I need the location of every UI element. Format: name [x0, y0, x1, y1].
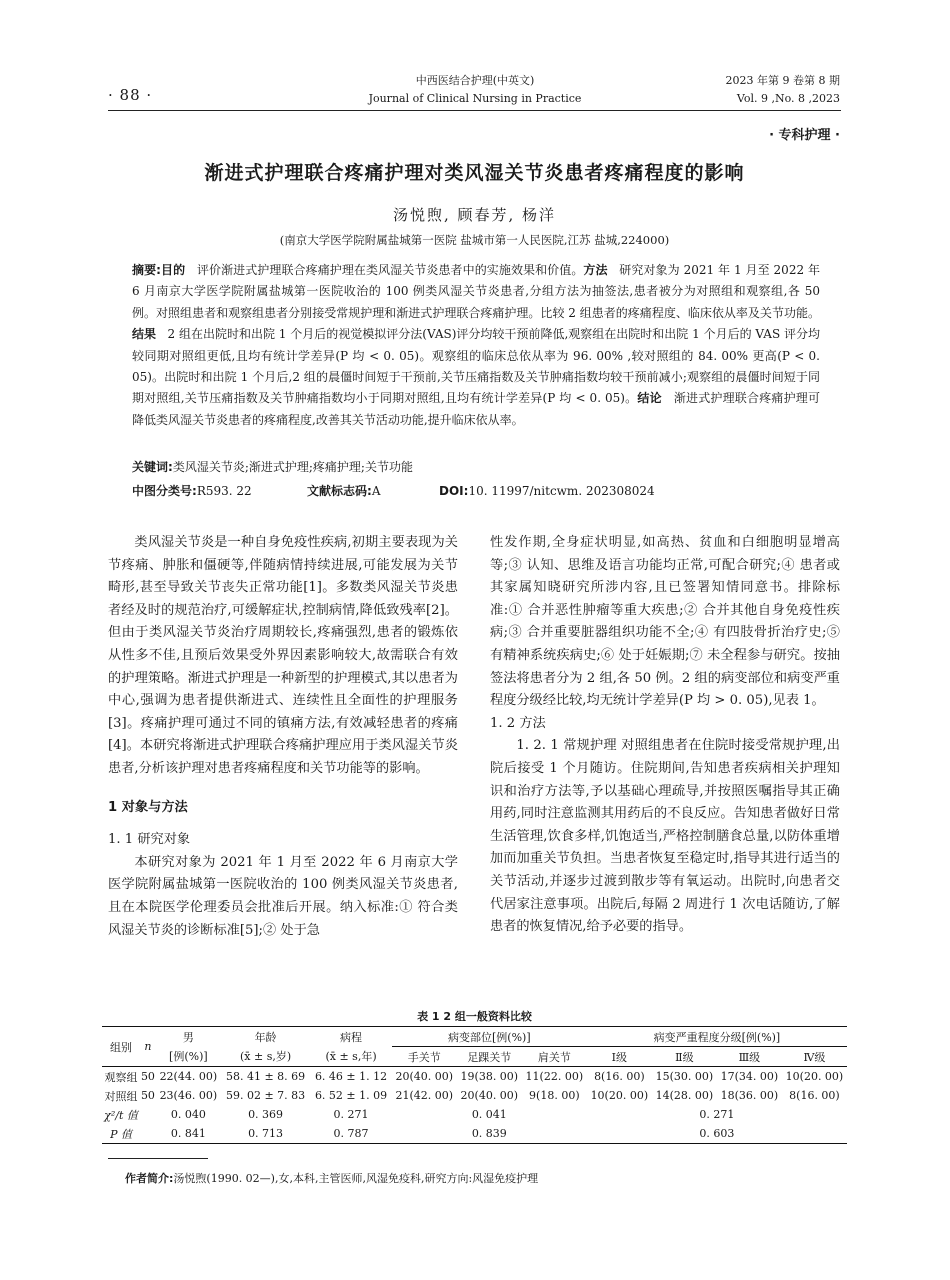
- intro-paragraph: 类风湿关节炎是一种自身免疫性疾病,初期主要表现为关节疼痛、肿胀和僵硬等,伴随病情持续进展,可能发展为关节畸形,甚至导致关节丧失正常功能[1]。多数类风湿关节炎患者经及时的规范治疗,可缓解症状,控制病情,降低致残率[2]。但由于类风湿关节炎治疗周期较长,疼痛强烈,患者的锻炼依从性多不佳,且预后效果受外界因素影响较大,故需联合有效的护理策略。渐进式护理是一种新型的护理模式,其以患者为中心,强调为患者提供渐进式、连续性且全面性的护理服务[3]。疼痛护理可通过不同的镇痛方法,有效减轻患者的疼痛[4]。本研究将渐进式护理联合疼痛护理应用于类风湿关节炎患者,分析该护理对患者疼痛程度和关节功能等的影响。: [108, 535, 458, 776]
- table-cell: 0. 271: [333, 1108, 369, 1121]
- empty-cell: [140, 1105, 156, 1124]
- doc-code: A: [371, 484, 381, 498]
- author-note-label: 作者简介:: [125, 1172, 174, 1185]
- general-data-table: [102, 1026, 847, 1144]
- table-cell: 50: [140, 1089, 155, 1102]
- table-cell: 9(18. 00): [529, 1089, 580, 1102]
- table-cell: 6. 52 ± 1. 09: [314, 1089, 388, 1102]
- author-note-text: 汤悦煦(1990. 02—),女,本科,主管医师,风湿免疫科,研究方向:风湿免疫护理: [173, 1172, 539, 1185]
- col-header-course-unit: (x̄ ± s,年): [310, 1047, 392, 1067]
- results-label: 结果: [132, 327, 157, 342]
- p-label: P 值: [102, 1124, 140, 1144]
- doi-label: DOI:: [439, 484, 469, 498]
- criteria-paragraph: 性发作期,全身症状明显,如高热、贫血和白细胞明显增高等;③ 认知、思维及语言功能均正常,可配合研究;④ 患者或其家属知晓研究所涉内容,且已签署知情同意书。排除标准:① 合并恶性肿瘤等重大疾患;② 合并其他自身免疫性疾病;③ 合并重要脏器组织功能不全;④ 有四肢骨折治疗史;⑤ 有精神系统疾病史;⑥ 处于妊娠期;⑦ 未全程参与研究。按抽签法将患者分为 2 组,各 50 例。2 组的病变部位和病变严重程度分级经比较,均无统计学差异(P 均 > 0. 05),见表 1。: [490, 535, 840, 709]
- table-cell: 6. 46 ± 1. 12: [314, 1070, 388, 1083]
- methods-label: 方法: [583, 263, 608, 277]
- table-cell: 17(34. 00): [720, 1070, 779, 1083]
- header-rule: [108, 110, 841, 111]
- doi: 10. 11997/nitcwm. 202308024: [468, 484, 655, 498]
- table-cell: 0. 839: [392, 1124, 587, 1144]
- doc-code-label: 文献标志码:: [307, 484, 372, 498]
- journal-title-cn: 中西医结合护理(中英文): [415, 74, 535, 87]
- authors: 汤悦煦, 顾春芳, 杨洋: [392, 206, 557, 224]
- section-heading-1-2: 1. 2 方法: [490, 715, 546, 731]
- table-cell: 10(20. 00): [590, 1089, 649, 1102]
- results-text: 2 组在出院时和出院 1 个月后的视觉模拟评分法(VAS)评分均较干预前降低,观察组在出院时和出院 1 个月后的 VAS 评分均较同期对照组更低,且均有统计学差异(P 均 < 0. 05)。观察组的临床总依从率为 96. 00% ,较对照组的 84. 00% 更高(P < 0. 05)。出院时和出院 1 个月后,2 组的晨僵时间短于干预前,关节压痛指数及关节肿痛指数均较干预前减小;观察组的晨僵时间短于同期对照组,关节压痛指数及关节肿痛指数均小于同期对照组,且均有统计学差异(P 均 < 0. 05)。: [132, 327, 820, 406]
- table-row-stat: [102, 1105, 847, 1124]
- col-header-course: 病程: [310, 1027, 392, 1047]
- table-cell: 0. 040: [170, 1108, 206, 1121]
- table-cell: 11(22. 00): [525, 1070, 584, 1083]
- table-cell: 10(20. 00): [785, 1070, 844, 1083]
- col-header-grade-3: Ⅲ级: [717, 1047, 782, 1067]
- col-header-site-shoulder: 肩关节: [522, 1047, 587, 1067]
- col-header-age-unit: (x̄ ± s,岁): [221, 1047, 310, 1067]
- table-row-p: [102, 1124, 847, 1144]
- col-header-site: 病变部位[例(%)]: [392, 1027, 587, 1047]
- col-header-severity: 病变严重程度分级[例(%)]: [587, 1027, 847, 1047]
- table-cell: 15(30. 00): [655, 1070, 714, 1083]
- body-right-column: [490, 532, 840, 939]
- stat-label: χ²/t 值: [104, 1108, 138, 1122]
- table-cell: 对照组: [104, 1089, 138, 1103]
- table-cell: 8(16. 00): [594, 1070, 645, 1083]
- table-cell: 8(16. 00): [789, 1089, 840, 1102]
- table-cell: 20(40. 00): [395, 1070, 454, 1083]
- col-header-group: 组别: [102, 1027, 140, 1067]
- table-row: [102, 1086, 847, 1105]
- col-header-grade-1: Ⅰ级: [587, 1047, 652, 1067]
- table-cell: 23(46. 00): [159, 1089, 218, 1102]
- footnote-rule: [108, 1158, 208, 1159]
- keywords-text: 类风湿关节炎;渐进式护理;疼痛护理;关节功能: [172, 460, 413, 474]
- col-header-grade-2: Ⅱ级: [652, 1047, 717, 1067]
- table-cell: 58. 41 ± 8. 69: [225, 1070, 306, 1083]
- table-cell: 0. 841: [156, 1124, 221, 1144]
- conclusion-text: 渐进式护理联合疼痛护理可降低类风湿关节炎患者的疼痛程度,改善其关节活动功能,提升临床依从率。: [132, 391, 820, 427]
- classification: [132, 482, 832, 499]
- col-header-n: n: [140, 1027, 156, 1067]
- table-cell: 0. 041: [471, 1108, 507, 1121]
- col-header-grade-4: Ⅳ级: [782, 1047, 847, 1067]
- article-title: 渐进式护理联合疼痛护理对类风湿关节炎患者疼痛程度的影响: [204, 162, 745, 184]
- table-cell: 22(44. 00): [159, 1070, 218, 1083]
- author-note: [125, 1170, 538, 1186]
- table-cell: 0. 271: [699, 1108, 735, 1121]
- objective-text: 评价渐进式护理联合疼痛护理在类风湿关节炎患者中的实施效果和价值。: [196, 263, 584, 277]
- table-cell: 21(42. 00): [395, 1089, 454, 1102]
- issue-info: [690, 72, 840, 108]
- page-number: · 88 ·: [108, 86, 153, 104]
- table-title: 表 1 2 组一般资料比较: [417, 1010, 532, 1023]
- table-cell: 14(28. 00): [655, 1089, 714, 1102]
- clc-code: R593. 22: [196, 484, 252, 498]
- empty-cell: [140, 1124, 156, 1144]
- section-heading-1-1: 1. 1 研究对象: [108, 832, 191, 848]
- table-cell: 20(40. 00): [460, 1089, 519, 1102]
- method-paragraph: 1. 2. 1 常规护理 对照组患者在住院时接受常规护理,出院后接受 1 个月随访。住院期间,告知患者疾病相关护理知识和治疗方法等,予以基础心理疏导,并按照医嘱指导其正确用药,同时注意监测其用药后的不良反应。告知患者做好日常生活管理,饮食多样,饥饱适当,严格控制膳食总量,以防体重增加而加重关节负担。当患者恢复至稳定时,指导其进行适当的关节活动,并逐步过渡到散步等有氧运动。出院时,向患者交代居家注意事项。出院后,每隔 2 周进行 1 次电话随访,了解患者的恢复情况,给予必要的指导。: [490, 738, 840, 935]
- conclusion-label: 结论: [637, 391, 662, 406]
- keywords-label: 关键词:: [132, 460, 173, 474]
- keywords: [132, 458, 820, 475]
- table-cell: 18(36. 00): [720, 1089, 779, 1102]
- affiliation: (南京大学医学院附属盐城第一医院 盐城市第一人民医院,江苏 盐城,224000): [279, 233, 670, 247]
- table-cell: 0. 369: [248, 1108, 284, 1121]
- journal-title: [300, 72, 650, 108]
- table-cell: 19(38. 00): [460, 1070, 519, 1083]
- table-cell: 观察组: [104, 1070, 138, 1084]
- table-row: [102, 1067, 847, 1087]
- issue-info-en: Vol. 9 ,No. 8 ,2023: [736, 92, 840, 105]
- objective-label: 目的: [160, 263, 186, 277]
- methods-text: 研究对象为 2021 年 1 月至 2022 年 6 月南京大学医学院附属盐城第一医院收治的 100 例类风湿关节炎患者,分组方法为抽签法,患者被分为对照组和观察组,各 50 例。对照组患者和观察组患者分别接受常规护理和渐进式护理联合疼痛护理。比较 2 组患者的疼痛程度、临床依从率及关节功能。: [132, 263, 820, 320]
- table-cell: 50: [140, 1070, 155, 1083]
- column-tag: · 专科护理 ·: [769, 128, 840, 143]
- table-cell: 0. 603: [587, 1124, 847, 1144]
- body-left-column: [108, 532, 458, 942]
- col-header-male-unit: [例(%)]: [156, 1047, 221, 1067]
- journal-title-en: Journal of Clinical Nursing in Practice: [368, 92, 582, 105]
- subjects-paragraph: 本研究对象为 2021 年 1 月至 2022 年 6 月南京大学医学院附属盐城第一医院收治的 100 例类风湿关节炎患者,且在本院医学伦理委员会批准后开展。纳入标准:① 符合类风湿关节炎的诊断标准[5];② 处于急: [108, 854, 458, 938]
- table-cell: 0. 787: [310, 1124, 392, 1144]
- table-cell: 0. 713: [221, 1124, 310, 1144]
- section-heading-1: 1 对象与方法: [108, 799, 188, 815]
- col-header-age: 年龄: [221, 1027, 310, 1047]
- abstract: [132, 260, 820, 431]
- abstract-label: 摘要:: [132, 263, 161, 277]
- issue-info-cn: 2023 年第 9 卷第 8 期: [725, 74, 840, 87]
- col-header-male: 男: [156, 1027, 221, 1047]
- col-header-site-ankle: 足踝关节: [457, 1047, 522, 1067]
- table-cell: 59. 02 ± 7. 83: [225, 1089, 306, 1102]
- col-header-site-hand: 手关节: [392, 1047, 457, 1067]
- clc-label: 中图分类号:: [132, 484, 197, 498]
